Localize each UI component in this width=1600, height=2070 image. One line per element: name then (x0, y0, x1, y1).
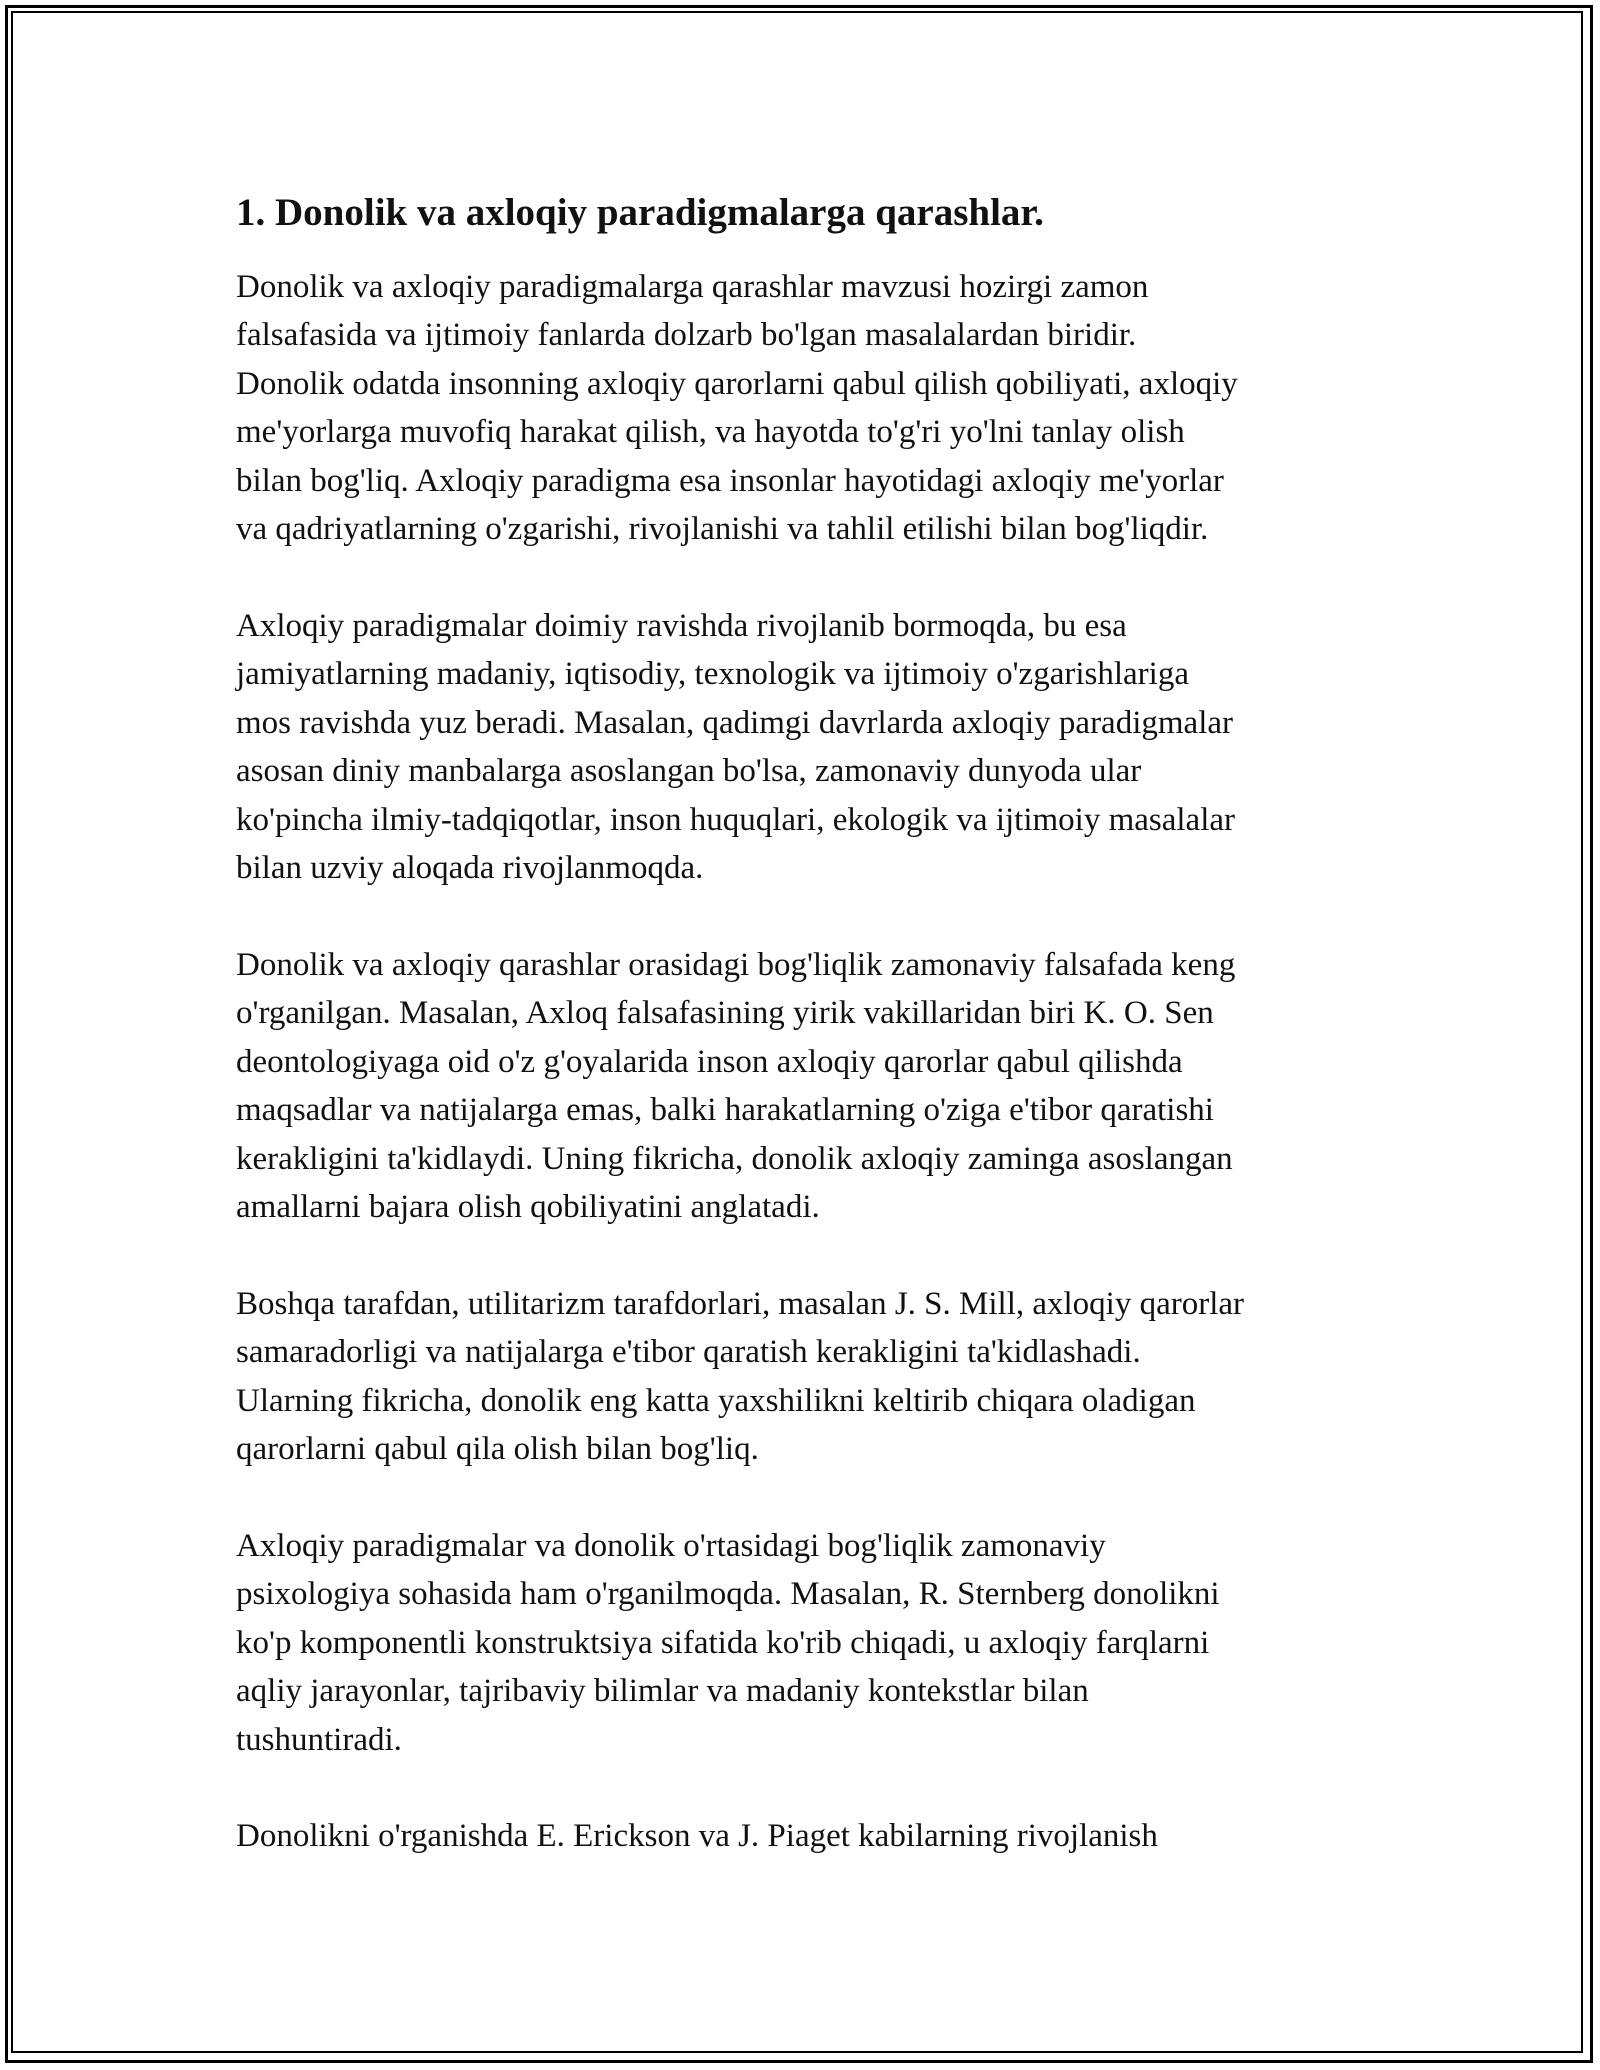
text-line: tushuntiradi. (236, 1721, 402, 1758)
text-line: ko'pincha ilmiy-tadqiqotlar, inson huquqlari, ekologik va ijtimoiy masalalar (236, 801, 1236, 838)
text-line: qarorlarni qabul qila olish bilan bog'liq. (236, 1431, 759, 1468)
text-line: asosan diniy manbalarga asoslangan bo'lsa, zamonaviy dunyoda ular (236, 753, 1142, 790)
text-line: Axloqiy paradigmalar doimiy ravishda rivojlanib bormoqda, bu esa (236, 607, 1127, 644)
text-line: o'rganilgan. Masalan, Axloq falsafasining yirik vakillaridan biri K. O. Sen (236, 995, 1214, 1032)
text-line: mos ravishda yuz beradi. Masalan, qadimgi davrlarda axloqiy paradigmalar (236, 704, 1233, 741)
text-line: Donolik va axloqiy qarashlar orasidagi bog'liqlik zamonaviy falsafada keng (236, 946, 1236, 983)
text-line: psixologiya sohasida ham o'rganilmoqda. Masalan, R. Sternberg donolikni (236, 1576, 1220, 1613)
text-line: amallarni bajara olish qobiliyatini anglatadi. (236, 1189, 820, 1226)
paragraph-1 (236, 263, 1366, 554)
text-line: falsafasida va ijtimoiy fanlarda dolzarb bo'lgan masalalardan biridir. (236, 317, 1137, 354)
text-line: Ularning fikricha, donolik eng katta yaxshilikni keltirib chiqara oladigan (236, 1382, 1196, 1419)
text-line: jamiyatlarning madaniy, iqtisodiy, texnologik va ijtimoiy o'zgarishlariga (236, 656, 1189, 693)
paragraph-6 (236, 1812, 1366, 1861)
text-line: aqliy jarayonlar, tajribaviy bilimlar va madaniy kontekstlar bilan (236, 1673, 1089, 1710)
document-body (236, 180, 1366, 1909)
text-line: me'yorlarga muvofiq harakat qilish, va hayotda to'g'ri yo'lni tanlay olish (236, 414, 1185, 451)
document-heading: 1. Donolik va axloqiy paradigmalarga qarashlar. (236, 191, 1044, 234)
text-line: bilan bog'liq. Axloqiy paradigma esa insonlar hayotidagi axloqiy me'yorlar (236, 462, 1224, 499)
text-line: samaradorligi va natijalarga e'tibor qaratish kerakligini ta'kidlashadi. (236, 1334, 1141, 1371)
text-line: kerakligini ta'kidlaydi. Uning fikricha, donolik axloqiy zaminga asoslangan (236, 1140, 1233, 1177)
text-line: ko'p komponentli konstruktsiya sifatida ko'rib chiqadi, u axloqiy farqlarni (236, 1624, 1210, 1661)
text-line: Donolikni o'rganishda E. Erickson va J. Piaget kabilarning rivojlanish (236, 1818, 1158, 1855)
text-line: Axloqiy paradigmalar va donolik o'rtasidagi bog'liqlik zamonaviy (236, 1527, 1106, 1564)
paragraph-5 (236, 1522, 1366, 1765)
text-line: va qadriyatlarning o'zgarishi, rivojlanishi va tahlil etilishi bilan bog'liqdir. (236, 511, 1209, 548)
text-line: Donolik odatda insonning axloqiy qarorlarni qabul qilish qobiliyati, axloqiy (236, 365, 1238, 402)
text-line: maqsadlar va natijalarga emas, balki harakatlarning o'ziga e'tibor qaratishi (236, 1092, 1214, 1129)
text-line: Boshqa tarafdan, utilitarizm tarafdorlari, masalan J. S. Mill, axloqiy qarorlar (236, 1285, 1245, 1322)
text-line: bilan uzviy aloqada rivojlanmoqda. (236, 850, 704, 887)
text-line: deontologiyaga oid o'z g'oyalarida inson axloqiy qarorlar qabul qilishda (236, 1043, 1183, 1080)
paragraph-2 (236, 602, 1366, 893)
paragraph-3 (236, 941, 1366, 1232)
text-line: Donolik va axloqiy paradigmalarga qarashlar mavzusi hozirgi zamon (236, 268, 1149, 305)
paragraph-4 (236, 1280, 1366, 1474)
